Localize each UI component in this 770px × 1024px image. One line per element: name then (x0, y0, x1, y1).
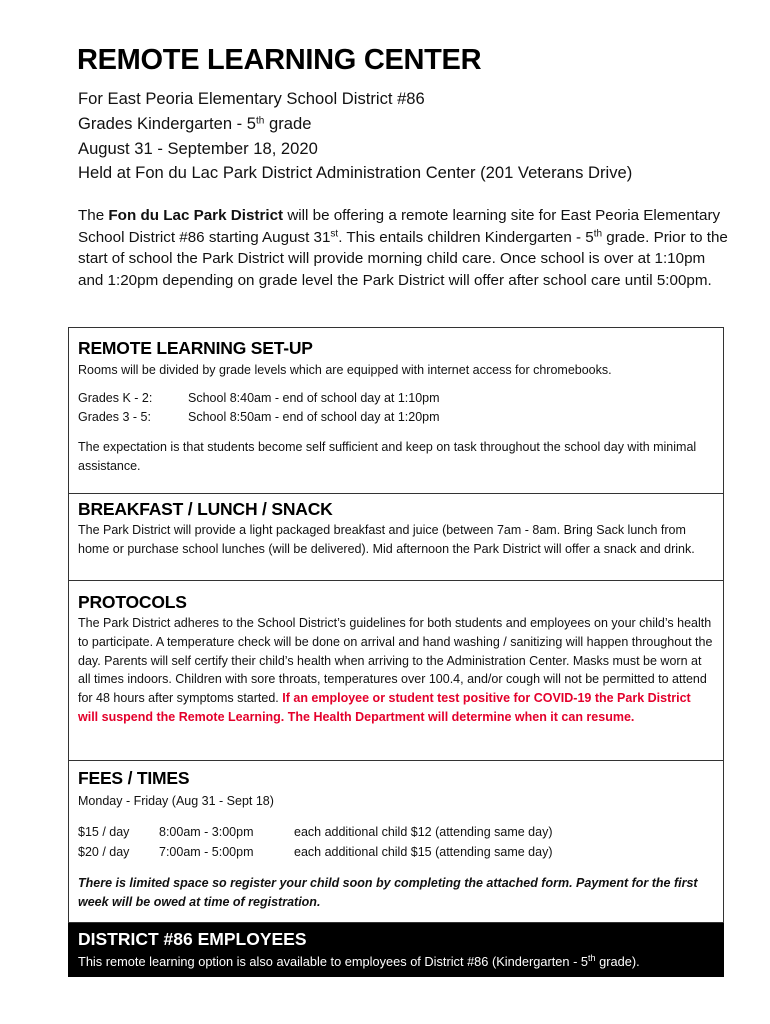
employees-text: This remote learning option is also available to employees of District #86 (Kindergarten - 5th grade). (78, 953, 640, 969)
district-line: For East Peoria Elementary School District #86 (78, 89, 425, 108)
setup-text: Rooms will be divided by grade levels which are equipped with internet access for chromebooks. (78, 363, 612, 377)
meals-heading: BREAKFAST / LUNCH / SNACK (78, 499, 333, 519)
meals-text: The Park District will provide a light packaged breakfast and juice (between 7am - 8am. Bring Sack lunch from home or purchase school lunches (will be delivered). Mid afternoon the Park District will offer a snack and drink. (78, 523, 695, 556)
protocols-text: The Park District adheres to the School District’s guidelines for both students and employees on your child’s health to participate. A temperature check will be done on arrival and hand washing / sanitizing will happen throughout the day. Parents will self certify their child’s health when arriving to the Administration Center. Masks must be worn at all times indoors. Children with sore throats, temperatures over 100.4, and/or cough will not be permitted to attend for 48 hours after symptoms started. If an employee or student test positive for COVID-19 the Park District will suspend the Remote Learning. The Health Department will determine when it can resume. (78, 616, 713, 724)
fees-section (68, 761, 724, 923)
park-district-name: Fon du Lac Park District (108, 207, 284, 224)
location-line: Held at Fon du Lac Park District Administration Center (201 Veterans Drive) (78, 163, 633, 182)
intro-paragraph: The Fon du Lac Park District will be offering a remote learning site for East Peoria Elementary School District #86 starting August 31st. This entails children Kindergarten - 5th grade. Prior to the start of school the Park District will provide morning child care. Once school is over at 1:10pm and 1:20pm depending on grade level the Park District will offer after school care until 5:00pm. (78, 207, 728, 289)
fees-table (78, 822, 714, 862)
schedule-row: Grades K - 2: School 8:40am - end of school day at 1:10pm (78, 390, 440, 405)
fee-row: $15 / day 8:00am - 3:00pm each additional child $12 (attending same day) (78, 824, 553, 839)
meals-section (68, 494, 724, 581)
setup-section (68, 327, 724, 494)
expectation-text: The expectation is that students become self sufficient and keep on task throughout the school day with minimal assistance. (78, 439, 697, 473)
protocols-section (68, 581, 724, 761)
fee-row: $20 / day 7:00am - 5:00pm each additional child $15 (attending same day) (78, 844, 553, 859)
employees-heading: DISTRICT #86 EMPLOYEES (78, 929, 307, 949)
fees-days: Monday - Friday (Aug 31 - Sept 18) (78, 794, 274, 808)
dates-line: August 31 - September 18, 2020 (78, 139, 318, 158)
grade-schedule (78, 389, 714, 427)
page-title: REMOTE LEARNING CENTER (77, 44, 482, 76)
covid-warning: If an employee or student test positive for COVID-19 the Park District will suspend the Remote Learning. The Health Department will determine when it can resume. (78, 691, 691, 724)
grades-line: Grades Kindergarten - 5th grade (78, 114, 312, 133)
registration-note: There is limited space so register your child soon by completing the attached form. Payment for the first week will be owed at time of registration. (78, 875, 698, 909)
schedule-row: Grades 3 - 5: School 8:50am - end of school day at 1:20pm (78, 409, 440, 424)
employees-section (68, 923, 724, 977)
protocols-heading: PROTOCOLS (78, 592, 187, 612)
setup-heading: REMOTE LEARNING SET-UP (78, 338, 313, 358)
fees-heading: FEES / TIMES (78, 768, 190, 788)
